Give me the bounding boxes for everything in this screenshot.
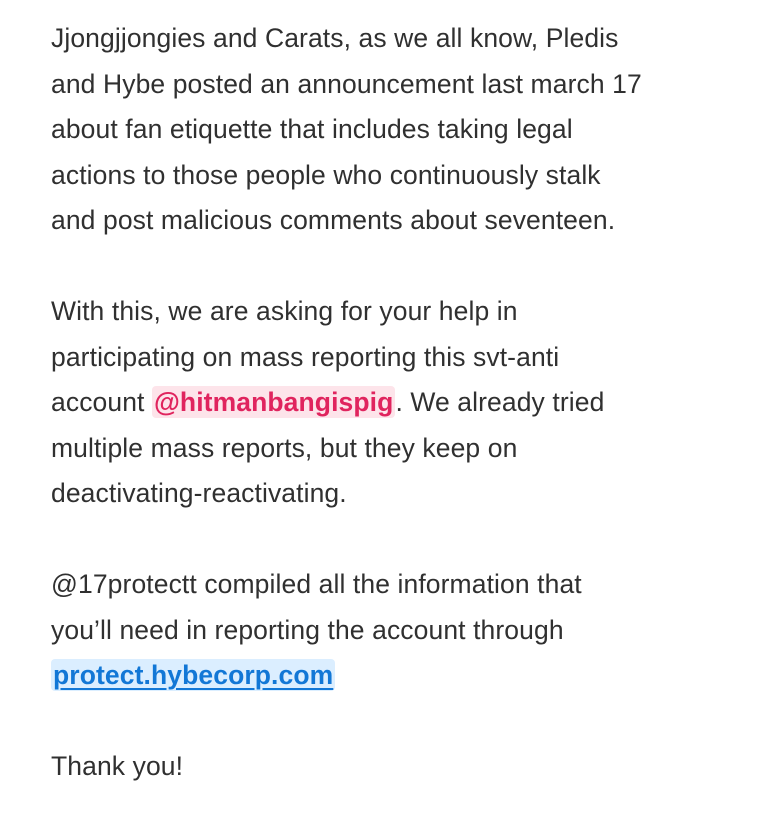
text-line: and Hybe posted an announcement last march 17 xyxy=(51,68,642,99)
text-line-with-link xyxy=(51,653,728,699)
text-line: Jjongjjongies and Carats, as we all know, Pledis xyxy=(51,23,619,53)
paragraph-thanks xyxy=(51,744,728,790)
text-line: deactivating-reactivating. xyxy=(51,478,347,508)
paragraph-request xyxy=(51,289,728,517)
text-line: about fan etiquette that includes taking legal xyxy=(51,114,573,144)
link-protect-hybecorp[interactable]: protect.hybecorp.com xyxy=(53,660,334,690)
text-line: @17protectt compiled all the information that xyxy=(51,569,582,599)
text-segment: . We already tried xyxy=(395,387,605,417)
text-line: multiple mass reports, but they keep on xyxy=(51,432,518,463)
mention-hitmanbangispig[interactable]: @hitmanbangispig xyxy=(153,387,394,417)
paragraph-announcement xyxy=(51,16,728,244)
text-segment: account xyxy=(51,387,152,417)
text-line: With this, we are asking for your help in xyxy=(51,296,518,326)
paragraph-info xyxy=(51,562,728,699)
text-line: you’ll need in reporting the account through xyxy=(51,614,564,645)
text-line: actions to those people who continuously stalk xyxy=(51,159,601,190)
text-line-with-mention xyxy=(51,380,728,426)
text-line: participating on mass reporting this svt-anti xyxy=(51,341,560,372)
text-line: and post malicious comments about seventeen. xyxy=(51,205,616,235)
text-line: Thank you! xyxy=(51,751,184,781)
